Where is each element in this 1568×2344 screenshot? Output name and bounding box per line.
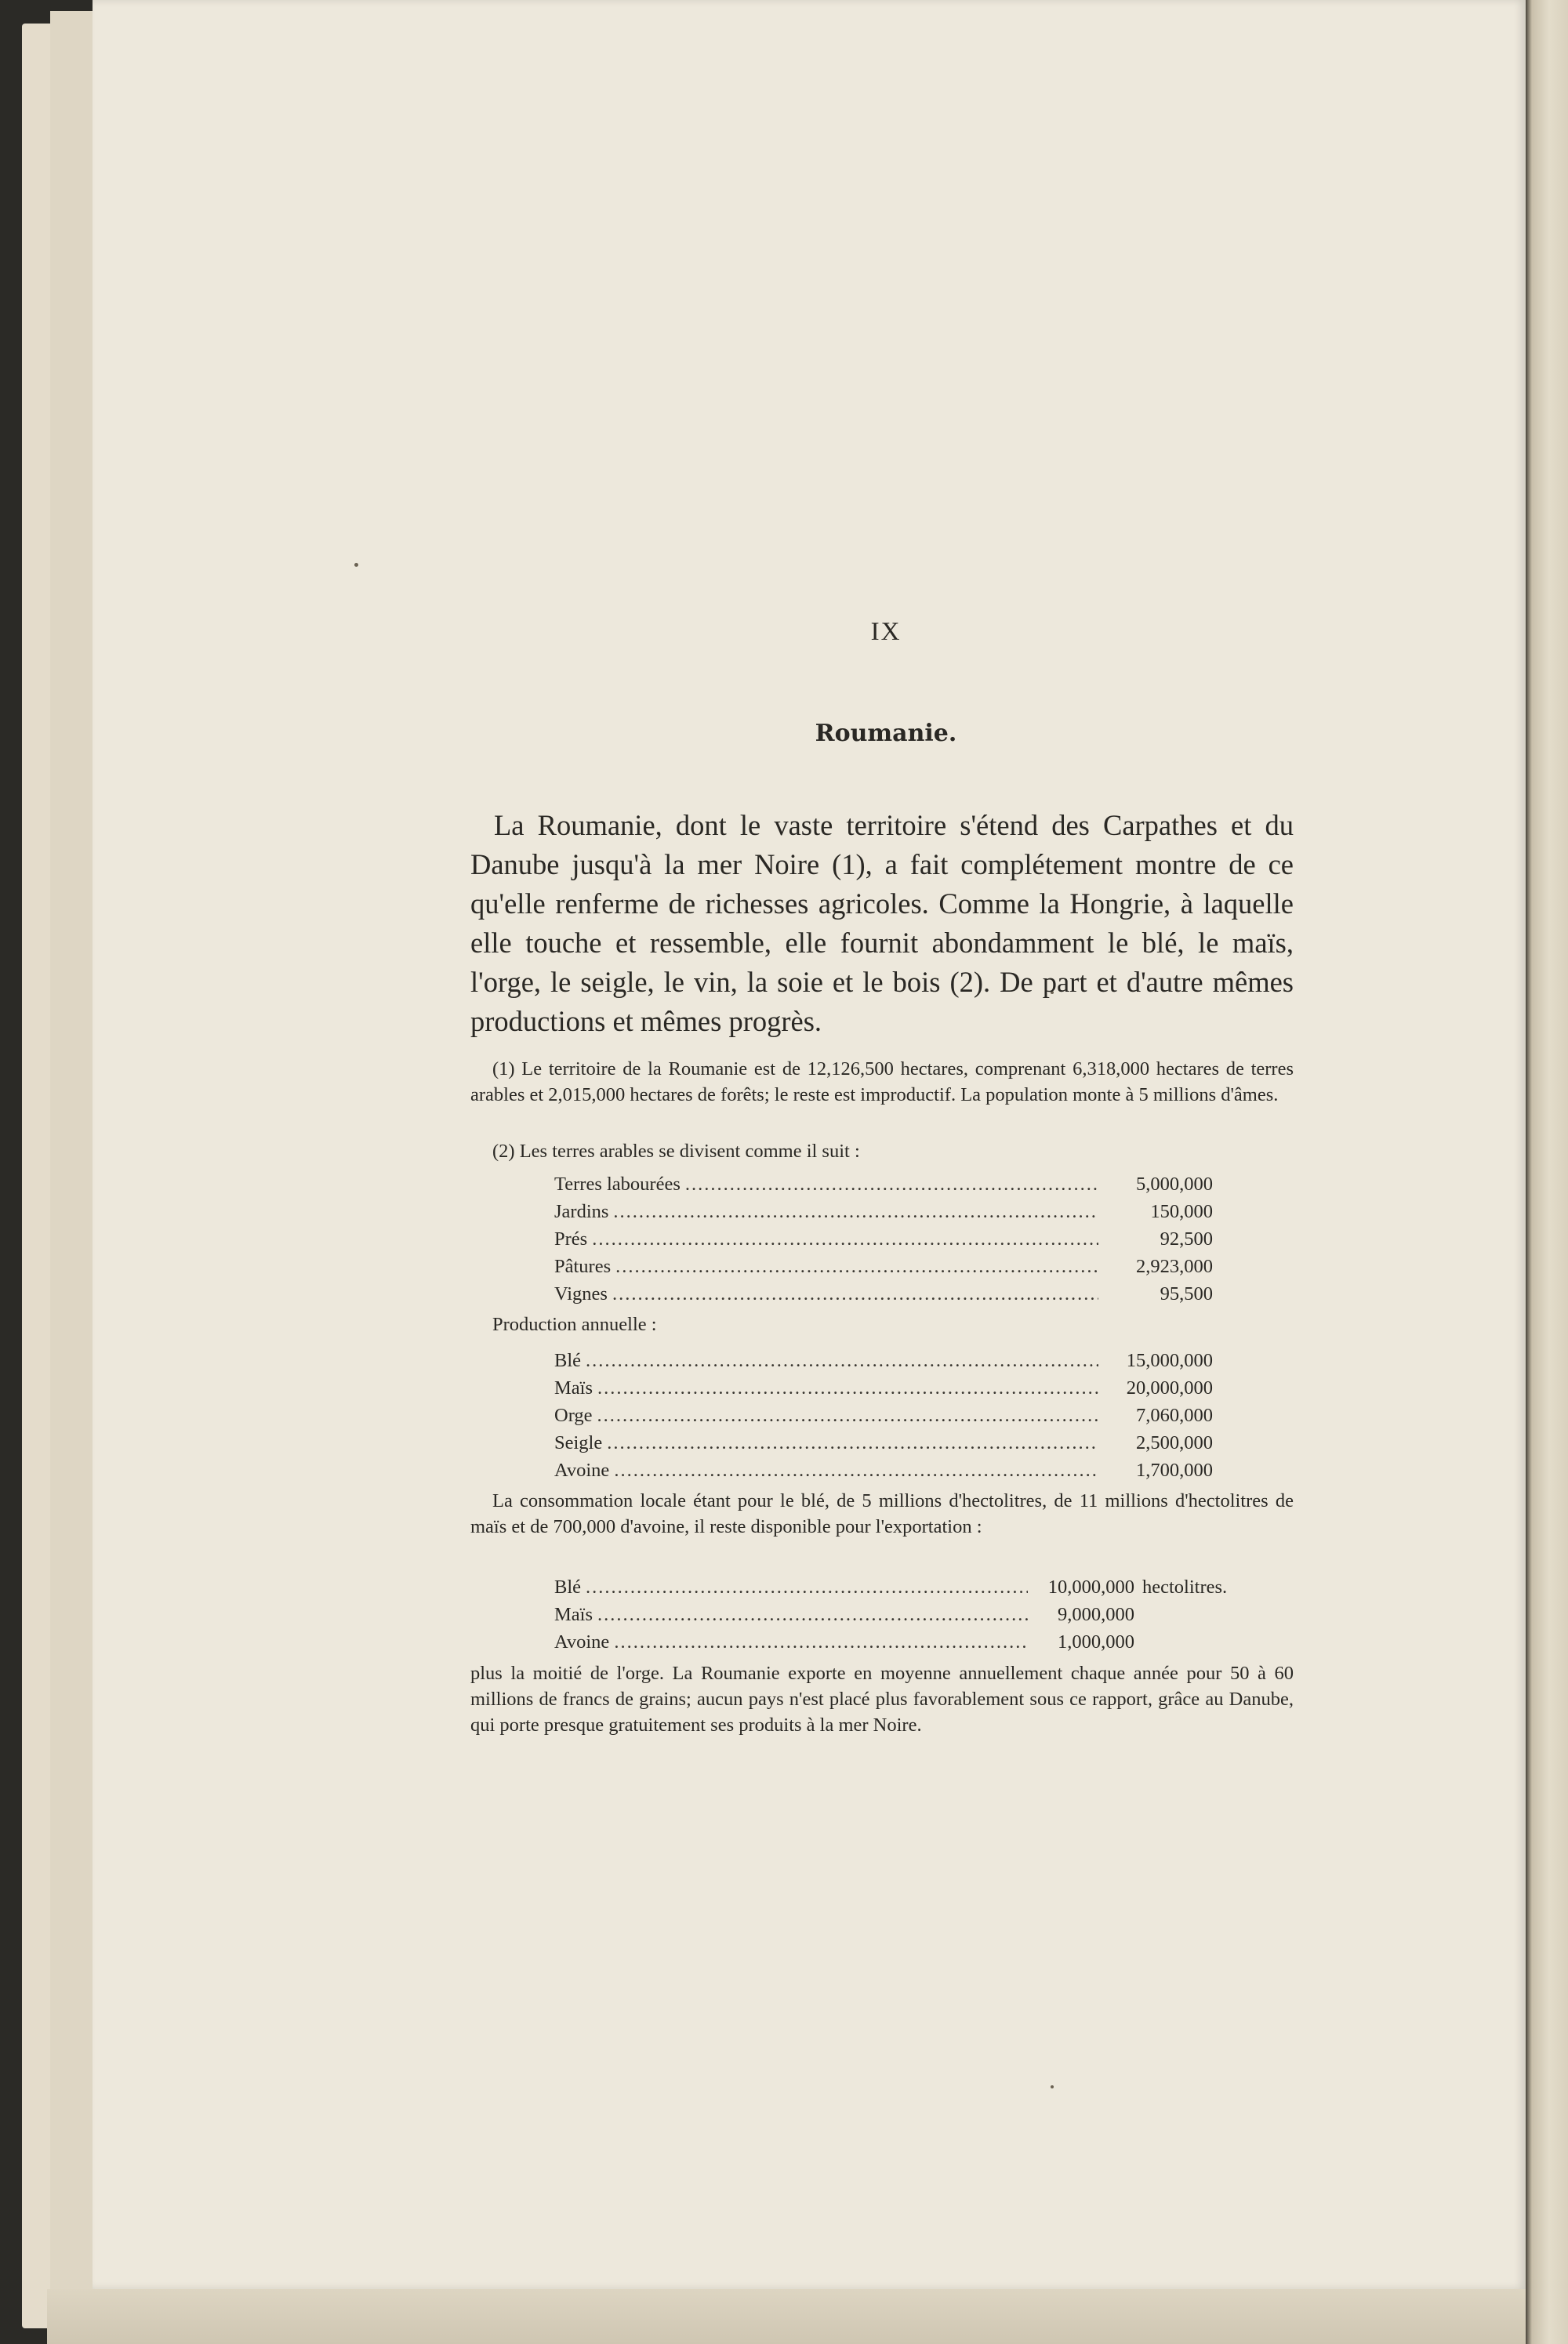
row-value: 2,923,000: [1136, 1256, 1213, 1277]
dot-leader: [685, 1170, 1098, 1198]
land-use-table: [554, 1170, 1213, 1308]
dot-leader: [607, 1429, 1098, 1457]
paper-speck: [1051, 2085, 1054, 2088]
dot-leader: [597, 1374, 1098, 1402]
production-heading: Production annuelle :: [492, 1314, 657, 1335]
row-value: 1,700,000: [1136, 1460, 1213, 1481]
row-label: Maïs: [554, 1377, 593, 1399]
row-value: 2,500,000: [1136, 1432, 1213, 1453]
row-label: Maïs: [554, 1604, 593, 1625]
row-label: Prés: [554, 1228, 588, 1250]
row-label: Terres labourées: [554, 1174, 681, 1195]
row-label: Jardins: [554, 1201, 609, 1222]
row-value: 9,000,000: [1058, 1604, 1134, 1625]
table-row: [554, 1457, 1213, 1484]
table-row: [554, 1170, 1213, 1198]
footnote-2-intro: (2) Les terres arables se divisent comme il suit :: [492, 1141, 860, 1162]
row-label: Pâtures: [554, 1256, 612, 1277]
row-value: 1,000,000: [1058, 1631, 1134, 1653]
table-row: [554, 1374, 1213, 1402]
table-row: [554, 1198, 1213, 1225]
main-paragraph: La Roumanie, dont le vaste territoire s'étend des Carpathes et du Danube jusqu'à la mer Noire (1), a fait complétement montre de ce qu'elle renferme de richesses agricoles. Comme la Hongrie, à laquelle elle touche et ressemble, elle fournit abondamment le blé, le maïs, l'orge, le seigle, le vin, la soie et le bois (2). De part et d'autre mêmes productions et mêmes progrès.: [470, 809, 1294, 1037]
table-row: [554, 1429, 1213, 1457]
row-label: Orge: [554, 1405, 593, 1426]
dot-leader: [614, 1457, 1098, 1484]
table-row: [554, 1347, 1213, 1374]
row-value: 5,000,000: [1136, 1174, 1213, 1195]
row-label: Seigle: [554, 1432, 603, 1453]
table-row: [554, 1253, 1213, 1280]
dot-leader: [592, 1225, 1098, 1253]
facing-page-edge: [1526, 0, 1568, 2344]
row-label: Vignes: [554, 1283, 608, 1304]
table-row: [554, 1628, 1260, 1656]
dot-leader: [615, 1253, 1098, 1280]
chapter-title: Roumanie.: [815, 720, 957, 747]
table-row: [554, 1601, 1260, 1628]
row-value: 95,500: [1160, 1283, 1213, 1304]
row-value: 20,000,000: [1126, 1377, 1213, 1399]
page-bottom-edge: [47, 2289, 1526, 2344]
dot-leader: [614, 1628, 1028, 1656]
chapter-number: IX: [870, 618, 902, 646]
row-label: Blé: [554, 1577, 582, 1598]
row-value: 10,000,000: [1047, 1577, 1134, 1598]
row-label: Avoine: [554, 1460, 610, 1481]
dot-leader: [612, 1280, 1098, 1308]
paper-speck: [354, 563, 358, 567]
row-unit: hectolitres.: [1142, 1577, 1228, 1598]
row-value: 7,060,000: [1136, 1405, 1213, 1426]
consumption-note: La consommation locale étant pour le blé, de 5 millions d'hectolitres, de 11 millions d'hectolitres de maïs et de 700,000 d'avoine, il reste disponible pour l'exportation :: [470, 1490, 1294, 1537]
table-row: [554, 1402, 1213, 1429]
dot-leader: [586, 1347, 1098, 1374]
row-value: 92,500: [1160, 1228, 1213, 1250]
table-row: [554, 1225, 1213, 1253]
row-value: 150,000: [1150, 1201, 1213, 1222]
table-row: [554, 1573, 1260, 1601]
closing-note: plus la moitié de l'orge. La Roumanie exporte en moyenne annuellement chaque année pour 50 à 60 millions de francs de grains; aucun pays n'est placé plus favorablement sous ce rapport, grâce au Danube, qui porte presque gratuitement ses produits à la mer Noire.: [470, 1663, 1294, 1736]
dot-leader: [586, 1573, 1028, 1601]
production-table: [554, 1347, 1213, 1484]
row-label: Blé: [554, 1350, 582, 1371]
footnote-1: (1) Le territoire de la Roumanie est de 12,126,500 hectares, comprenant 6,318,000 hectares de terres arables et 2,015,000 hectares de forêts; le reste est improductif. La population monte à 5 millions d'âmes.: [470, 1058, 1294, 1105]
dot-leader: [597, 1601, 1028, 1628]
dot-leader: [597, 1402, 1098, 1429]
table-row: [554, 1280, 1213, 1308]
row-label: Avoine: [554, 1631, 610, 1653]
dot-leader: [613, 1198, 1098, 1225]
row-value: 15,000,000: [1126, 1350, 1213, 1371]
export-table: [554, 1573, 1260, 1656]
